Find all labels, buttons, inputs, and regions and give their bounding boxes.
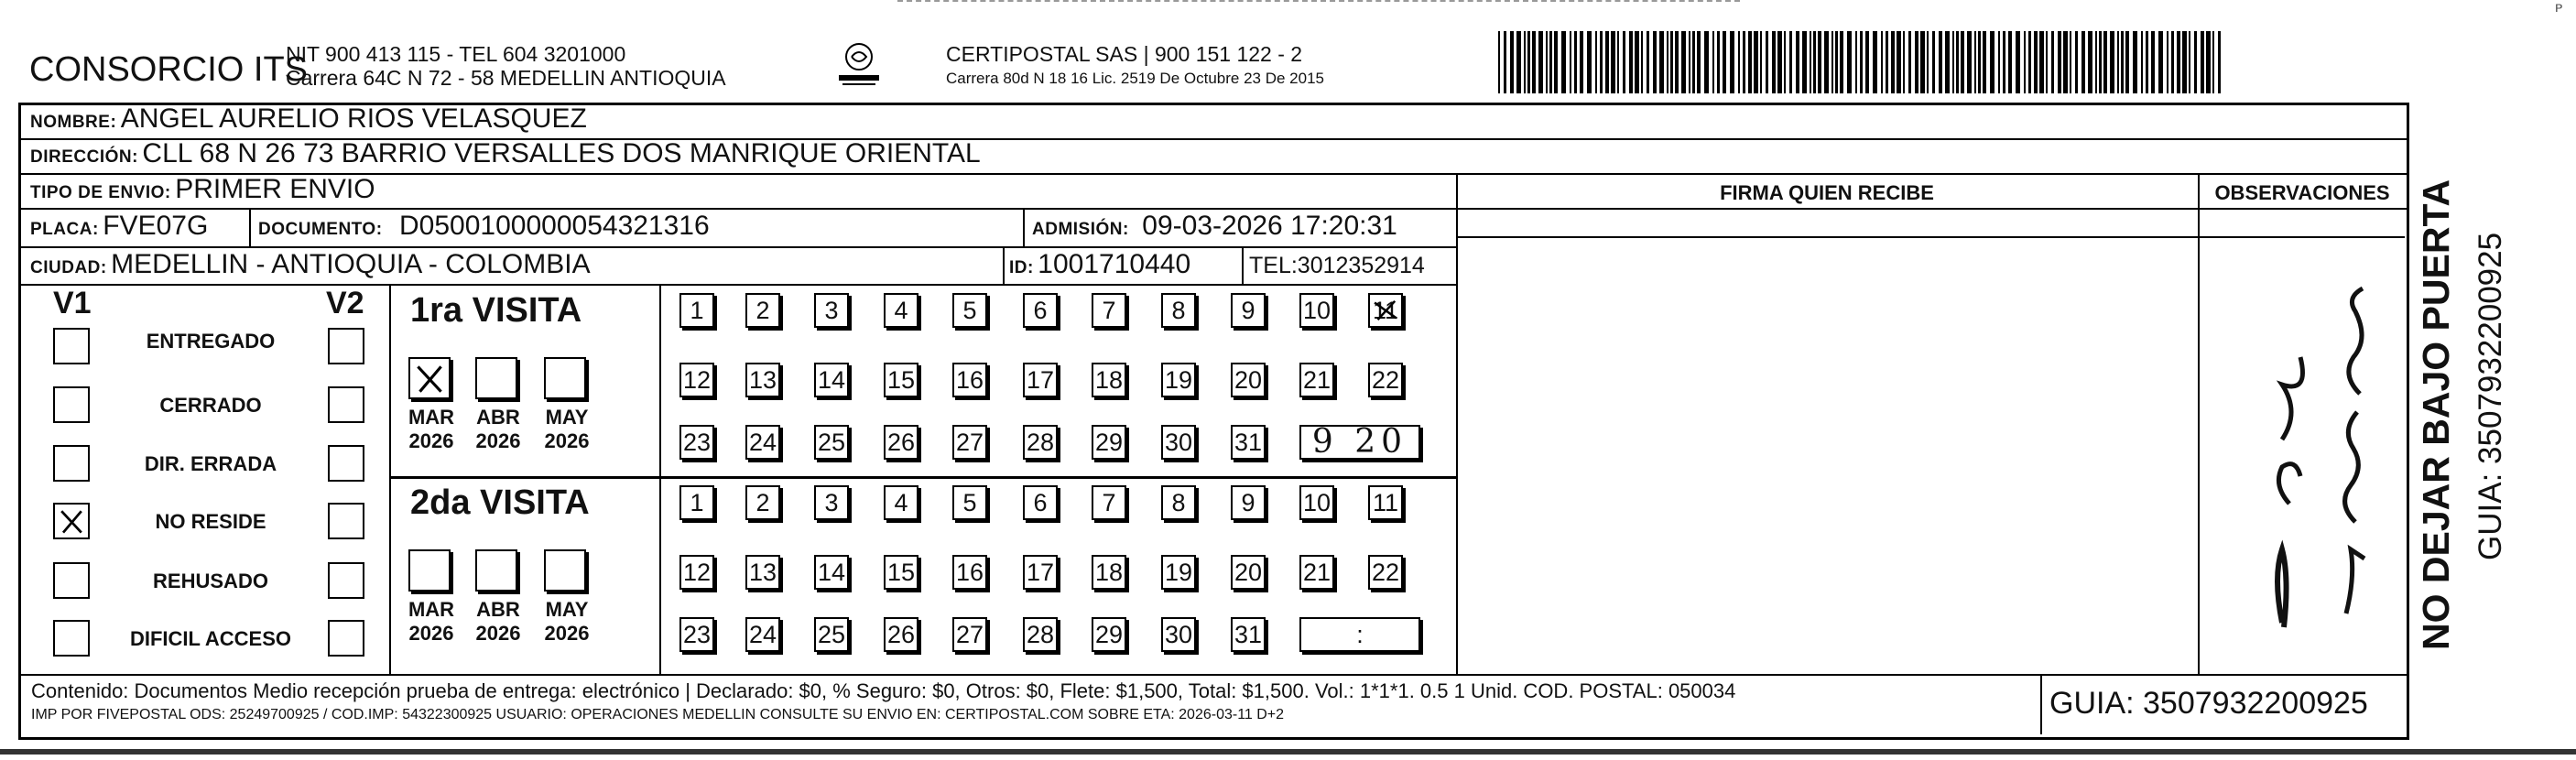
footer-divider xyxy=(18,674,2407,676)
visit2-day-box[interactable]: 17 xyxy=(1023,555,1058,590)
visit1-day-box[interactable]: 11 xyxy=(1368,293,1403,328)
name-row xyxy=(30,103,587,135)
visit1-day-box[interactable]: 9 xyxy=(1231,293,1266,328)
visit2-month-checkbox[interactable] xyxy=(475,549,517,592)
visit2-title: 2da VISITA xyxy=(410,483,590,522)
barcode xyxy=(1498,31,2229,93)
cell-divider xyxy=(1003,246,1005,284)
visit1-title: 1ra VISITA xyxy=(410,291,582,330)
visit2-time-box[interactable]: : xyxy=(1299,617,1420,652)
document-label: DOCUMENTO: xyxy=(258,220,383,239)
visit2-day-box[interactable]: 6 xyxy=(1023,485,1058,520)
status-option-label: REHUSADO xyxy=(153,570,268,592)
visit1-day-box[interactable]: 31 xyxy=(1231,425,1266,460)
document-value: D0500100000054321316 xyxy=(399,211,710,241)
visit2-day-box[interactable]: 2 xyxy=(745,485,780,520)
id-label: ID: xyxy=(1009,258,1034,277)
visit2-day-box[interactable]: 18 xyxy=(1092,555,1126,590)
visit1-month-label: MAY 2026 xyxy=(544,406,590,452)
v1-checkbox-2[interactable] xyxy=(53,445,90,482)
visit1-day-box[interactable]: 23 xyxy=(679,425,714,460)
v2-checkbox-2[interactable] xyxy=(328,445,364,482)
recipient-name: ANGEL AURELIO RIOS VELASQUEZ xyxy=(120,103,587,134)
visit2-day-box[interactable]: 26 xyxy=(884,617,918,652)
scan-mark: ᴘ xyxy=(2555,0,2563,16)
visit2-day-box[interactable]: 29 xyxy=(1092,617,1126,652)
visit2-day-box[interactable]: 9 xyxy=(1231,485,1266,520)
visit2-day-box[interactable]: 12 xyxy=(679,555,714,590)
visit2-day-box[interactable]: 31 xyxy=(1231,617,1266,652)
visit2-day-box[interactable]: 21 xyxy=(1299,555,1334,590)
visit1-day-box[interactable]: 7 xyxy=(1092,293,1126,328)
v1-label: V1 xyxy=(53,286,92,320)
visit-separator xyxy=(389,476,1456,479)
v2-checkbox-0[interactable] xyxy=(328,328,364,364)
visit2-month-label: MAY 2026 xyxy=(544,598,590,645)
id-value: 1001710440 xyxy=(1038,249,1191,279)
shipment-type: PRIMER ENVIO xyxy=(175,174,375,204)
recipient-address: CLL 68 N 26 73 BARRIO VERSALLES DOS MANRIQUE ORIENTAL xyxy=(142,138,981,168)
visit2-day-box[interactable]: 5 xyxy=(952,485,987,520)
visit2-day-box[interactable]: 11 xyxy=(1368,485,1403,520)
visit2-month-label: MAR 2026 xyxy=(408,598,455,645)
tel-label: TEL: xyxy=(1249,253,1298,278)
type-row xyxy=(30,174,375,205)
visit1-day-box[interactable]: 4 xyxy=(884,293,918,328)
cell-divider xyxy=(1023,208,1025,246)
footer-guide: GUIA: 3507932200925 xyxy=(2049,686,2368,721)
visit1-day-box[interactable]: 2 xyxy=(745,293,780,328)
visit2-day-box[interactable]: 8 xyxy=(1161,485,1196,520)
status-option-label: DIR. ERRADA xyxy=(144,452,277,475)
certipostal-logo xyxy=(831,40,886,90)
visit2-day-box[interactable]: 4 xyxy=(884,485,918,520)
visit1-day-box[interactable]: 20 xyxy=(1231,363,1266,397)
v2-checkbox-3[interactable] xyxy=(328,503,364,539)
visit2-day-box[interactable]: 24 xyxy=(745,617,780,652)
visit2-day-box[interactable]: 13 xyxy=(745,555,780,590)
row-divider xyxy=(18,173,2407,175)
row-divider xyxy=(18,284,1456,286)
visit2-day-box[interactable]: 27 xyxy=(952,617,987,652)
visit1-day-box[interactable]: 19 xyxy=(1161,363,1196,397)
visit2-day-box[interactable]: 30 xyxy=(1161,617,1196,652)
status-option-label: DIFICIL ACCESO xyxy=(129,627,291,650)
visit2-month-checkbox[interactable] xyxy=(408,549,451,592)
visit1-day-box[interactable]: 25 xyxy=(814,425,849,460)
visit1-day-box[interactable]: 3 xyxy=(814,293,849,328)
company-line-1: NIT 900 413 115 - TEL 604 3201000 xyxy=(286,42,626,66)
courier-line-2: Carrera 80d N 18 16 Lic. 2519 De Octubre 23 De 2015 xyxy=(946,70,1324,87)
visit1-day-box[interactable]: 5 xyxy=(952,293,987,328)
status-option-label: CERRADO xyxy=(159,394,262,417)
visit1-month-checkbox[interactable] xyxy=(475,357,517,399)
id-cell xyxy=(1009,249,1190,280)
visit2-day-box[interactable]: 10 xyxy=(1299,485,1334,520)
visit2-month-checkbox[interactable] xyxy=(544,549,586,592)
plate-cell xyxy=(30,211,208,242)
visit1-day-box[interactable]: 29 xyxy=(1092,425,1126,460)
visit2-day-box[interactable]: 22 xyxy=(1368,555,1403,590)
v2-checkbox-4[interactable] xyxy=(328,562,364,599)
visit1-time-box[interactable]: 9 20 xyxy=(1299,425,1420,460)
visit-divider xyxy=(659,284,661,674)
row-divider xyxy=(18,246,1456,248)
visit1-month-checkbox[interactable] xyxy=(408,357,451,399)
visit1-day-box[interactable]: 26 xyxy=(884,425,918,460)
visit1-day-box[interactable]: 6 xyxy=(1023,293,1058,328)
visit1-month-label: ABR 2026 xyxy=(475,406,521,452)
visit2-day-box[interactable]: 15 xyxy=(884,555,918,590)
admission-value: 09-03-2026 17:20:31 xyxy=(1142,211,1397,241)
admission-cell xyxy=(1032,211,1397,242)
signature-header: FIRMA QUIEN RECIBE xyxy=(1720,181,1934,204)
visit2-day-box[interactable]: 7 xyxy=(1092,485,1126,520)
visit2-day-box[interactable]: 28 xyxy=(1023,617,1058,652)
handwritten-observation xyxy=(2245,275,2392,659)
contents-line: Contenido: Documentos Medio recepción prueba de entrega: electrónico | Declarado: $0, % Seguro: $0, Otros: $0, Flete: $1,500, Total: $1,500. Vol.: 1*1*1. 0.5 1 Unid. COD. POSTAL: 050034 xyxy=(31,679,1736,702)
visit1-day-box[interactable]: 8 xyxy=(1161,293,1196,328)
visit1-day-box[interactable]: 22 xyxy=(1368,363,1403,397)
visit2-month-label: ABR 2026 xyxy=(475,598,521,645)
visit1-day-box[interactable]: 12 xyxy=(679,363,714,397)
visit1-day-box[interactable]: 27 xyxy=(952,425,987,460)
status-divider xyxy=(389,284,391,674)
city-label: CIUDAD: xyxy=(30,258,107,277)
visit1-day-box[interactable]: 21 xyxy=(1299,363,1334,397)
cell-divider xyxy=(1242,246,1244,284)
v1-checkbox-3[interactable] xyxy=(53,503,90,539)
visit1-day-box[interactable]: 24 xyxy=(745,425,780,460)
visit1-day-box[interactable]: 28 xyxy=(1023,425,1058,460)
visit2-day-box[interactable]: 20 xyxy=(1231,555,1266,590)
visit1-day-box[interactable]: 10 xyxy=(1299,293,1334,328)
scan-artifact xyxy=(897,0,1740,5)
signature-column-left xyxy=(1456,173,1458,674)
v1-checkbox-0[interactable] xyxy=(53,328,90,364)
visit2-day-box[interactable]: 16 xyxy=(952,555,987,590)
city-value: MEDELLIN - ANTIOQUIA - COLOMBIA xyxy=(111,249,591,279)
tel-cell xyxy=(1249,253,1425,279)
v2-checkbox-5[interactable] xyxy=(328,620,364,657)
visit2-day-box[interactable]: 3 xyxy=(814,485,849,520)
print-info-line: IMP POR FIVEPOSTAL ODS: 25249700925 / COD.IMP: 54322300925 USUARIO: OPERACIONES MEDELLIN CONSULTE SU ENVIO EN: CERTIPOSTAL.COM SOBRE ETA: 2026-03-11 D+2 xyxy=(31,707,1285,722)
visit1-day-box[interactable]: 30 xyxy=(1161,425,1196,460)
visit2-day-box[interactable]: 19 xyxy=(1161,555,1196,590)
visit1-day-box[interactable]: 13 xyxy=(745,363,780,397)
address-label: DIRECCIÓN: xyxy=(30,147,138,167)
visit1-day-box[interactable]: 1 xyxy=(679,293,714,328)
visit2-day-box[interactable]: 25 xyxy=(814,617,849,652)
tel-value: 3012352914 xyxy=(1297,253,1425,278)
footer-cell-divider xyxy=(2040,674,2042,734)
visit1-day-box[interactable]: 18 xyxy=(1092,363,1126,397)
type-label: TIPO DE ENVIO: xyxy=(30,183,171,202)
no-under-door-notice: NO DEJAR BAJO PUERTA xyxy=(2415,179,2457,650)
v2-label: V2 xyxy=(326,286,364,320)
visit1-day-box[interactable]: 15 xyxy=(884,363,918,397)
visit1-day-box[interactable]: 14 xyxy=(814,363,849,397)
row-divider xyxy=(1456,236,2405,238)
visit2-day-box[interactable]: 14 xyxy=(814,555,849,590)
observations-column-left xyxy=(2198,173,2200,674)
bottom-edge xyxy=(0,749,2576,755)
city-cell xyxy=(30,249,591,280)
v2-checkbox-1[interactable] xyxy=(328,386,364,423)
status-option-label: NO RESIDE xyxy=(155,510,266,533)
visit1-month-checkbox[interactable] xyxy=(544,357,586,399)
company-name: CONSORCIO ITS xyxy=(29,50,309,89)
company-line-2: Carrera 64C N 72 - 58 MEDELLIN ANTIOQUIA xyxy=(286,66,726,90)
visit1-month-label: MAR 2026 xyxy=(408,406,455,452)
v1-checkbox-1[interactable] xyxy=(53,386,90,423)
side-guide: GUIA: 3507932200925 xyxy=(2473,232,2508,560)
name-label: NOMBRE: xyxy=(30,113,117,132)
status-option-label: ENTREGADO xyxy=(146,330,276,353)
visit2-day-box[interactable]: 23 xyxy=(679,617,714,652)
plate-value: FVE07G xyxy=(103,211,209,241)
cell-divider xyxy=(249,208,251,246)
visit2-day-box[interactable]: 1 xyxy=(679,485,714,520)
row-divider xyxy=(18,208,2407,210)
observations-header: OBSERVACIONES xyxy=(2214,181,2390,204)
v1-checkbox-4[interactable] xyxy=(53,562,90,599)
visit1-day-box[interactable]: 16 xyxy=(952,363,987,397)
visit1-day-box[interactable]: 17 xyxy=(1023,363,1058,397)
address-row xyxy=(30,138,981,169)
v1-checkbox-5[interactable] xyxy=(53,620,90,657)
admission-label: ADMISIÓN: xyxy=(1032,220,1129,239)
courier-line-1: CERTIPOSTAL SAS | 900 151 122 - 2 xyxy=(946,42,1303,66)
plate-label: PLACA: xyxy=(30,220,99,239)
document-cell xyxy=(258,211,710,242)
